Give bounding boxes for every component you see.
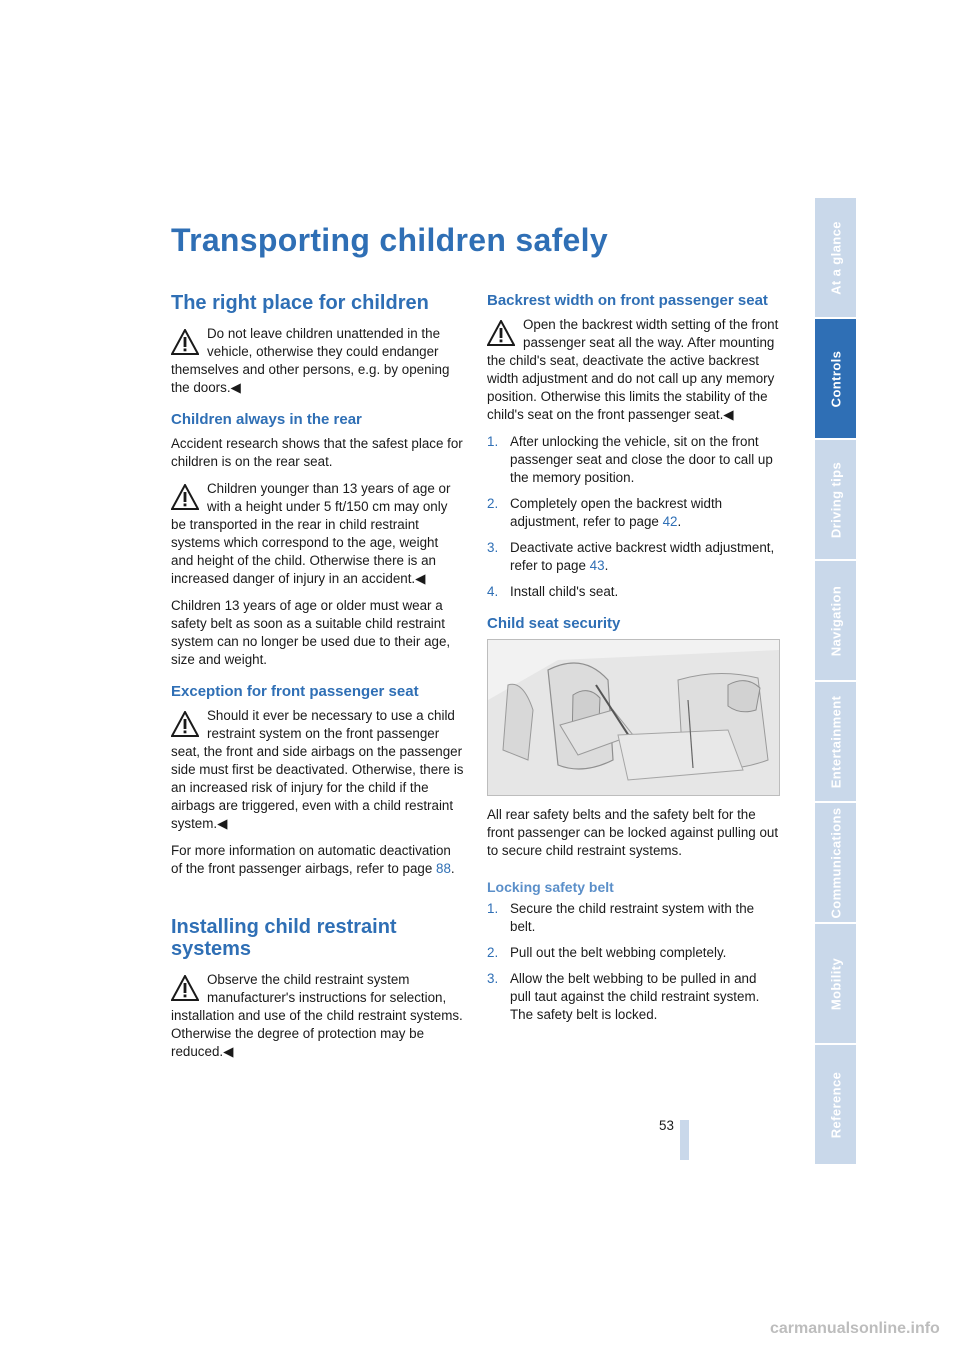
step-number: 3. bbox=[487, 540, 499, 555]
tab-label: Entertainment bbox=[828, 695, 843, 788]
page-title: Transporting children safely bbox=[171, 222, 608, 258]
warning-triangle-icon bbox=[171, 711, 199, 737]
step-text: . bbox=[677, 514, 682, 529]
warning-note bbox=[171, 480, 464, 588]
tab-at-a-glance[interactable] bbox=[815, 198, 856, 317]
warning-text: Open the backrest width setting of the front passenger seat all the way. After mounting the child's seat, deactivate the active backrest width adjustment and do not call up any memory position. Otherwise this limits the stability of the child's seat on the front passenger seat.◀ bbox=[487, 317, 779, 422]
tab-label: Communications bbox=[828, 806, 843, 919]
tab-label: Controls bbox=[828, 350, 843, 407]
step-number: 2. bbox=[487, 496, 499, 511]
tab-communications[interactable] bbox=[815, 803, 856, 922]
warning-text: Should it ever be necessary to use a child restraint system on the front passenger seat, the front and side airbags on the passenger side must first be deactivated. Otherwise, there is an increased risk of injury for the child if the airbags are triggered, even with a child restraint system.◀ bbox=[171, 708, 464, 831]
steps-list bbox=[487, 900, 780, 1024]
paragraph: Children 13 years of age or older must wear a safety belt as soon as a suitable child restraint system can no longer be used due to their age, size and weight. bbox=[171, 598, 451, 667]
paragraph bbox=[171, 842, 464, 878]
tab-label: Driving tips bbox=[828, 461, 843, 538]
warning-triangle-icon bbox=[171, 484, 199, 510]
tab-reference[interactable] bbox=[815, 1045, 856, 1164]
list-item bbox=[487, 583, 780, 601]
tab-controls[interactable] bbox=[815, 319, 856, 438]
right-column bbox=[487, 292, 780, 1032]
tab-label: At a glance bbox=[828, 220, 843, 295]
warning-triangle-icon bbox=[487, 320, 515, 346]
warning-text: Children younger than 13 years of age or with a height under 5 ft/150 cm may only be transported in the rear in child restraint systems which correspond to the age, weight and height of the child. Otherwise there is an increased danger of injury in an accident.◀ bbox=[171, 481, 451, 586]
warning-text: Observe the child restraint system manufacturer's instructions for selection, installation and use of the child restraint systems. Otherwise the degree of protection may be reduced.◀ bbox=[171, 972, 463, 1059]
warning-note bbox=[487, 316, 780, 424]
paragraph-text: . bbox=[450, 861, 455, 876]
step-number: 1. bbox=[487, 901, 499, 916]
heading-children-always-in-rear: Children always in the rear bbox=[171, 411, 362, 428]
heading-backrest-width: Backrest width on front passenger seat bbox=[487, 292, 768, 309]
warning-note bbox=[171, 325, 464, 397]
page-marker-bar bbox=[680, 1120, 689, 1160]
paragraph: All rear safety belts and the safety belt for the front passenger can be locked against pulling out to secure child restraint systems. bbox=[487, 807, 779, 858]
paragraph-text: For more information on automatic deactivation of the front passenger airbags, refer to page bbox=[171, 843, 451, 876]
step-number: 2. bbox=[487, 945, 499, 960]
step-text: Install child's seat. bbox=[510, 584, 619, 599]
heading-exception-front-passenger-seat: Exception for front passenger seat bbox=[171, 683, 419, 700]
warning-note bbox=[171, 971, 464, 1061]
list-item bbox=[487, 539, 780, 575]
chapter-tabs bbox=[815, 198, 856, 1166]
list-item bbox=[487, 495, 780, 531]
tab-label: Reference bbox=[828, 1071, 843, 1138]
step-text: Pull out the belt webbing completely. bbox=[510, 945, 727, 960]
list-item bbox=[487, 944, 780, 962]
steps-list bbox=[487, 433, 780, 601]
paragraph: Accident research shows that the safest place for children is on the rear seat. bbox=[171, 436, 463, 469]
tab-entertainment[interactable] bbox=[815, 682, 856, 801]
heading-child-seat-security: Child seat security bbox=[487, 615, 621, 632]
page-link-43[interactable]: 43 bbox=[589, 558, 605, 573]
warning-note bbox=[171, 707, 464, 833]
watermark: carmanualsonline.info bbox=[770, 1320, 940, 1337]
page-link-42[interactable]: 42 bbox=[662, 514, 678, 529]
warning-triangle-icon bbox=[171, 329, 199, 355]
warning-triangle-icon bbox=[171, 975, 199, 1001]
step-text: Deactivate active backrest width adjustment, refer to page bbox=[510, 540, 775, 573]
heading-right-place-for-children: The right place for children bbox=[171, 292, 429, 314]
car-seat-drawing bbox=[488, 640, 779, 795]
tab-mobility[interactable] bbox=[815, 924, 856, 1043]
tab-driving-tips[interactable] bbox=[815, 440, 856, 559]
tab-navigation[interactable] bbox=[815, 561, 856, 680]
warning-text: Do not leave children unattended in the vehicle, otherwise they could endanger themselves and other persons, e.g. by opening the doors.◀ bbox=[171, 326, 450, 395]
list-item bbox=[487, 433, 780, 487]
heading-locking-safety-belt: Locking safety belt bbox=[487, 879, 614, 895]
step-text: Allow the belt webbing to be pulled in and pull taut against the child restraint system. The safety belt is locked. bbox=[510, 971, 760, 1022]
heading-installing-child-restraint-systems: Installing child restraint systems bbox=[171, 916, 397, 960]
step-text: . bbox=[604, 558, 609, 573]
step-text: After unlocking the vehicle, sit on the front passenger seat and close the door to call up the memory position. bbox=[510, 434, 773, 485]
step-number: 4. bbox=[487, 584, 499, 599]
tab-label: Mobility bbox=[828, 957, 843, 1010]
step-number: 3. bbox=[487, 971, 499, 986]
tab-label: Navigation bbox=[828, 585, 843, 656]
step-text: Completely open the backrest width adjustment, refer to page bbox=[510, 496, 723, 529]
car-interior-illustration bbox=[487, 639, 780, 796]
step-number: 1. bbox=[487, 434, 499, 449]
step-text: Secure the child restraint system with the belt. bbox=[510, 901, 755, 934]
left-column bbox=[171, 292, 464, 1070]
list-item bbox=[487, 970, 780, 1024]
page-link-88[interactable]: 88 bbox=[436, 861, 451, 876]
page-number: 53 bbox=[659, 1118, 674, 1133]
list-item bbox=[487, 900, 780, 936]
